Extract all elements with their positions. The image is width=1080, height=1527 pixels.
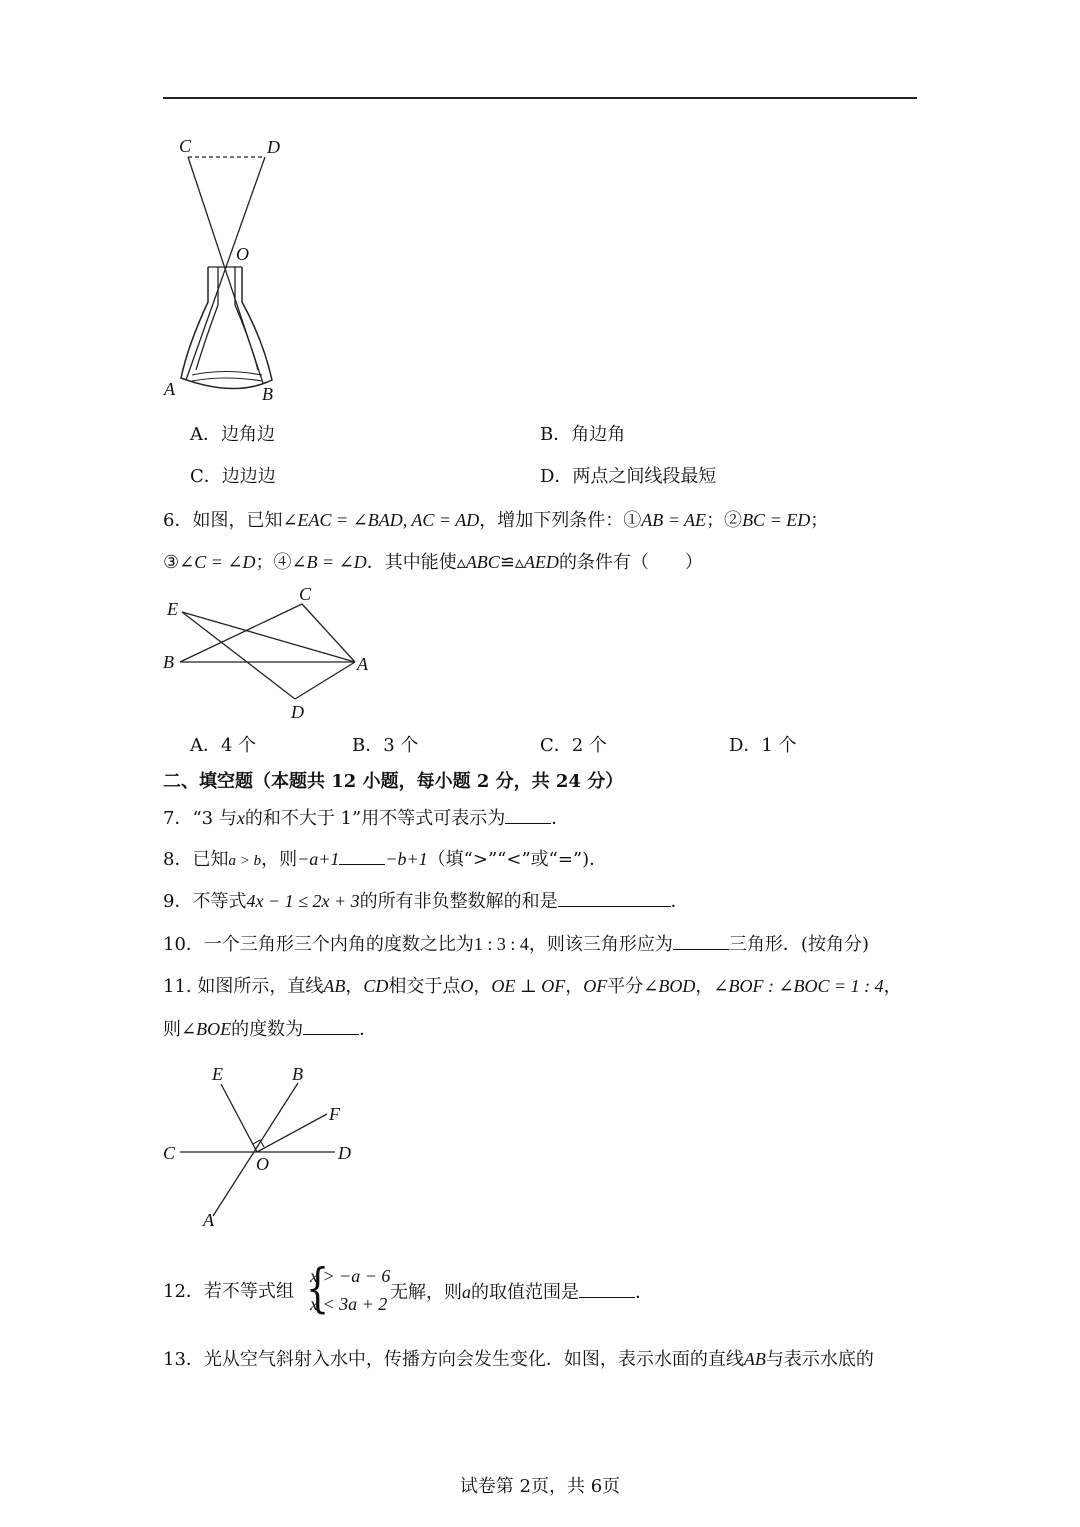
figure-q5-flask: [150, 130, 450, 410]
label-O: O: [236, 244, 249, 264]
section-2-title: 二、填空题（本题共 12 小题，每小题 2 分，共 24 分）: [163, 771, 624, 792]
page-footer: 试卷第 2页，共 6页: [459, 1476, 621, 1497]
label-D: D: [338, 1143, 351, 1163]
q6-option-d: D．1 个: [729, 735, 797, 756]
question-13: 13．光从空气斜射入水中，传播方向会发生变化．如图，表示水面的直线AB与表示水底的: [163, 1349, 874, 1370]
label-A: A: [357, 654, 368, 674]
figure-q6-triangles: [155, 582, 395, 722]
question-6-line1: 6．如图，已知∠EAC = ∠BAD, AC = AD，增加下列条件：①AB = AE；②BC = ED；: [163, 510, 829, 531]
question-11-line1: 11. 如图所示，直线AB，CD相交于点O，OE ⊥ OF，OF平分∠BOD，∠BOF : ∠BOC = 1 : 4，: [163, 976, 902, 997]
question-8: 8．已知a > b，则−a+1 −b+1（填“>”“<”或“=”)．: [163, 846, 607, 874]
label-B: B: [292, 1064, 303, 1084]
q12-inequality-2: x < 3a + 2: [310, 1294, 388, 1314]
label-A: A: [164, 379, 175, 399]
question-9: 9．不等式4x − 1 ≤ 2x + 3的所有非负整数解的和是 ．: [163, 888, 689, 915]
q5-option-c: C．边边边: [190, 466, 276, 487]
q5-option-a: A．边角边: [190, 424, 275, 445]
label-C: C: [299, 584, 312, 604]
q5-option-b: B．角边角: [540, 424, 626, 445]
inequality-brace: {: [305, 1259, 330, 1319]
label-B: B: [262, 384, 273, 404]
label-D: D: [267, 137, 280, 157]
label-F: F: [329, 1104, 340, 1124]
label-D: D: [291, 702, 304, 722]
question-11-line2: 则∠BOE的度数为 ．: [163, 1016, 377, 1043]
q6-option-a: A．4 个: [190, 735, 257, 756]
label-E: E: [212, 1064, 223, 1084]
q6-option-c: C．2 个: [540, 735, 607, 756]
question-12-label: 12．若不等式组: [163, 1281, 294, 1302]
label-B: B: [163, 652, 174, 672]
label-C: C: [163, 1143, 176, 1163]
q12-inequality-1: x > −a − 6: [310, 1266, 391, 1286]
question-6-line2: ③∠C = ∠D；④∠B = ∠D．其中能使▵ABC≌▵AED的条件有（ ）: [163, 552, 703, 573]
q6-option-b: B．3 个: [352, 735, 419, 756]
header-rule: [163, 97, 917, 99]
label-E: E: [167, 599, 178, 619]
label-C: C: [179, 136, 192, 156]
question-12-rest: 无解，则a的取值范围是 ．: [390, 1279, 653, 1306]
question-10: 10．一个三角形三个内角的度数之比为1 : 3 : 4，则该三角形应为 三角形．(按角分): [163, 931, 869, 958]
question-7: 7．“3 与x的和不大于 1”用不等式可表示为 ．: [163, 805, 569, 832]
figure-q11-angles: [155, 1058, 375, 1238]
q5-option-d: D．两点之间线段最短: [540, 466, 717, 487]
label-O: O: [256, 1154, 269, 1174]
label-A: A: [203, 1210, 214, 1230]
